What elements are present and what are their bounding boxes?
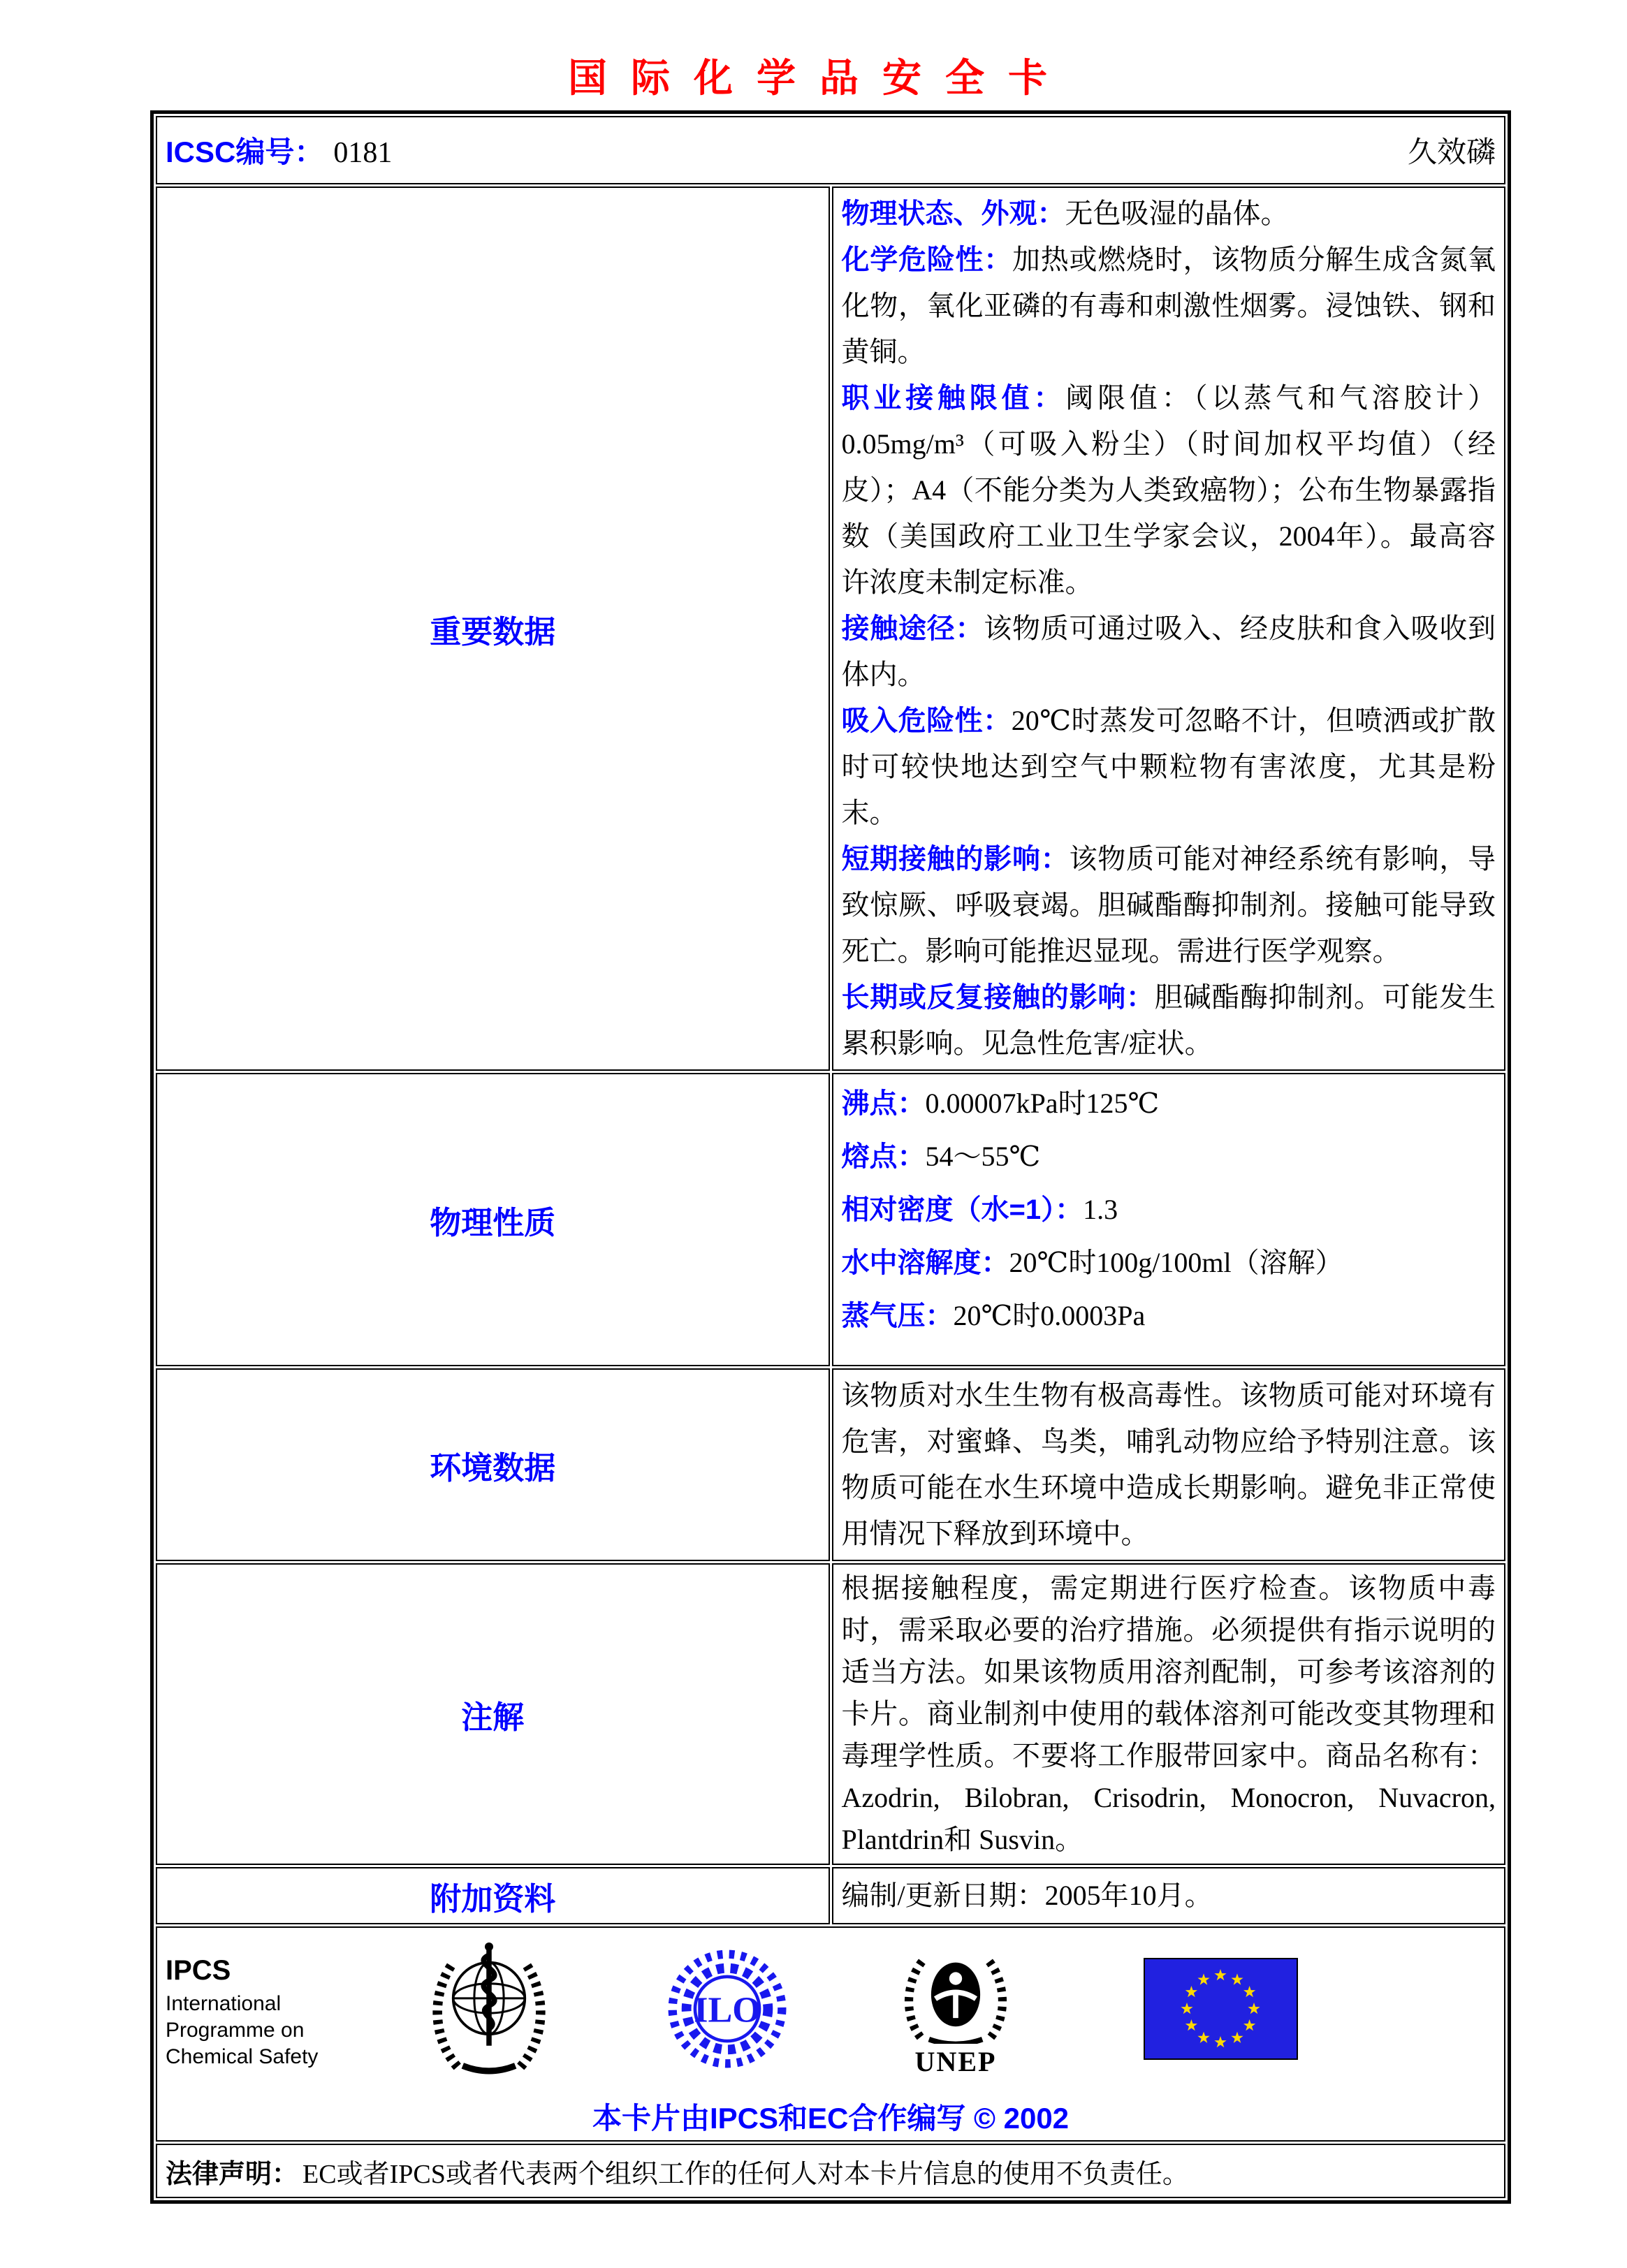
- svg-text:ILO: ILO: [694, 1989, 761, 2031]
- field-boiling-point: 沸点：0.00007kPa时125℃: [841, 1088, 1160, 1119]
- unep-label: UNEP: [914, 2045, 997, 2077]
- field-exposure-routes: 接触途径：该物质可通过吸入、经皮肤和食入吸收到体内。: [841, 613, 1496, 690]
- logos-cell: [156, 1926, 1505, 2142]
- page-title: 国际化学品安全卡: [568, 57, 1071, 101]
- icsc-number-label: ICSC编号：: [166, 136, 324, 168]
- ipcs-text-block: IPCS International Programme on Chemical Safety: [166, 1955, 344, 2070]
- icsc-number-value: 0181: [333, 137, 393, 169]
- who-logo-icon: [424, 1940, 554, 2084]
- header-row: [156, 116, 1505, 184]
- update-date-text: 编制/更新日期：2005年10月。: [841, 1880, 1213, 1911]
- notes-text: 根据接触程度，需定期进行医疗检查。该物质中毒时，需采取必要的治疗措施。必须提供有指示说明的适当方法。如果该物质用溶剂配制，可参考该溶剂的卡片。商业制剂中使用的载体溶剂可能改变其物理和毒理学性质。不要将工作服带回家中。商品名称有：Azodrin, Bilobran, Crisodrin, Monocron, Nuvacron, Plantdrin和 Susvin。: [841, 1572, 1496, 1855]
- icsc-number-field: [166, 129, 392, 171]
- eu-flag-icon: [1144, 1958, 1298, 2067]
- field-relative-density: 相对密度（水=1）：1.3: [841, 1194, 1118, 1225]
- environmental-data-row: [156, 1368, 1505, 1561]
- legal-text: EC或者IPCS或者代表两个组织工作的任何人对本卡片信息的使用不负责任。: [302, 2159, 1189, 2189]
- field-melting-point: 熔点：54～55℃: [841, 1141, 1041, 1172]
- important-data-content: [832, 186, 1506, 1071]
- notes-content: [832, 1563, 1506, 1865]
- header-cell: [156, 116, 1505, 184]
- credit-line: 本卡片由IPCS和EC合作编写 © 2002: [592, 2102, 1070, 2135]
- chemical-name: 久效磷: [1407, 137, 1496, 169]
- field-inhalation-risk: 吸入危险性：20℃时蒸发可忽略不计，但喷洒或扩散时可较快地达到空气中颗粒物有害浓度，尤其是粉末。: [841, 705, 1496, 828]
- environmental-data-content: [832, 1368, 1506, 1561]
- ipcs-abbr: IPCS: [166, 1954, 231, 1986]
- row-label-additional-info: 附加资料: [156, 1867, 830, 1924]
- field-physical-state: 物理状态、外观：无色吸湿的晶体。: [841, 198, 1289, 229]
- ilo-logo-icon: [662, 1949, 792, 2076]
- legal-row: [156, 2144, 1505, 2198]
- row-label-notes: 注解: [156, 1563, 830, 1865]
- field-short-term-effects: 短期接触的影响：该物质可能对神经系统有影响，导致惊厥、呼吸衰竭。胆碱酯酶抑制剂。接触可能导致死亡。影响可能推迟显现。需进行医学观察。: [841, 843, 1496, 967]
- field-water-solubility: 水中溶解度：20℃时100g/100ml（溶解）: [841, 1247, 1343, 1278]
- notes-row: [156, 1563, 1505, 1865]
- icsc-card-table: [150, 110, 1511, 2204]
- field-occupational-limits: 职业接触限值：阈限值：（以蒸气和气溶胶计）0.05mg/m³（可吸入粉尘）（时间加权平均值）（经皮）；A4（不能分类为人类致癌物）；公布生物暴露指数（美国政府工业卫生学家会议，2004年）。最高容许浓度未制定标准。: [841, 382, 1496, 598]
- unep-logo-icon: [897, 1947, 1014, 2078]
- legal-label: 法律声明：: [166, 2159, 299, 2189]
- additional-info-content: [832, 1867, 1506, 1924]
- important-data-row: [156, 186, 1505, 1071]
- field-chemical-danger: 化学危险性：加热或燃烧时，该物质分解生成含氮氧化物，氧化亚磷的有毒和刺激性烟雾。浸蚀铁、钢和黄铜。: [841, 244, 1496, 367]
- physical-properties-content: [832, 1073, 1506, 1366]
- field-long-term-effects: 长期或反复接触的影响：胆碱酯酶抑制剂。可能发生累积影响。见急性危害/症状。: [841, 981, 1496, 1059]
- row-label-important-data: 重要数据: [156, 186, 830, 1071]
- environmental-data-text: 该物质对水生生物有极高毒性。该物质可能对环境有危害，对蜜蜂、鸟类，哺乳动物应给予特别注意。该物质可能在水生环境中造成长期影响。避免非正常使用情况下释放到环境中。: [841, 1380, 1496, 1549]
- logos-row: [156, 1926, 1505, 2142]
- physical-properties-row: [156, 1073, 1505, 1366]
- field-vapor-pressure: 蒸气压：20℃时0.0003Pa: [841, 1300, 1146, 1331]
- row-label-environmental-data: 环境数据: [156, 1368, 830, 1561]
- row-label-physical-properties: 物理性质: [156, 1073, 830, 1366]
- legal-cell: [156, 2144, 1505, 2198]
- additional-info-row: [156, 1867, 1505, 1924]
